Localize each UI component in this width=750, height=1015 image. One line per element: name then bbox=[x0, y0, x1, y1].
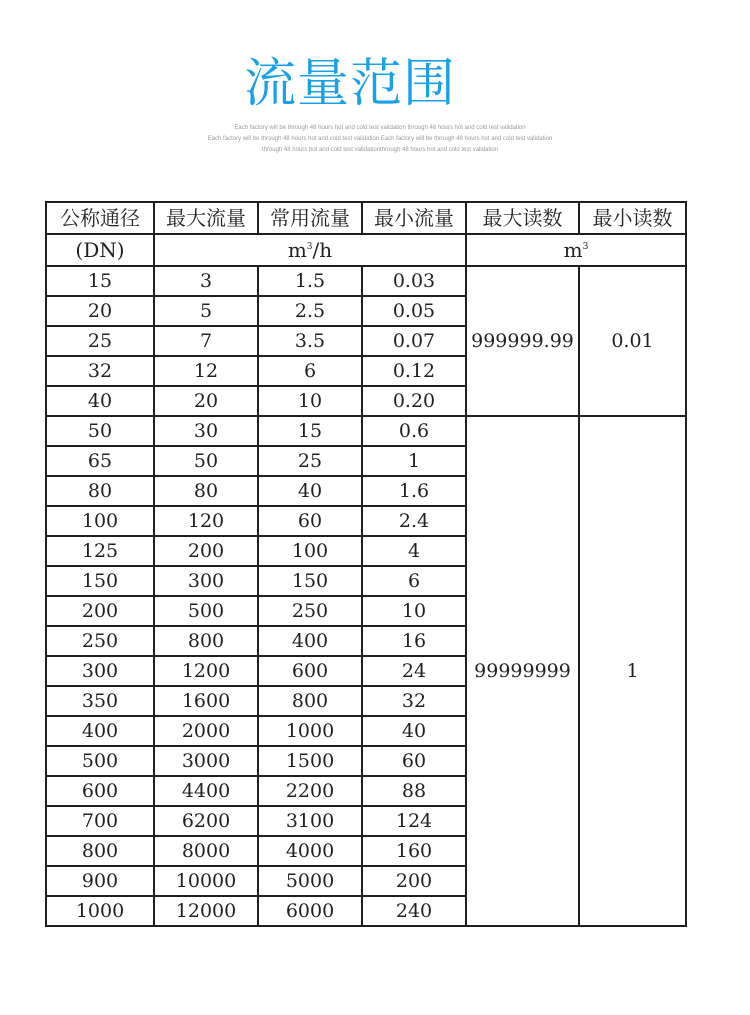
header-min-flow: 最小流量 bbox=[362, 202, 466, 234]
cell-dn: 800 bbox=[46, 836, 154, 866]
cell-dn: 125 bbox=[46, 536, 154, 566]
cell-max-flow: 200 bbox=[154, 536, 258, 566]
cell-min-flow: 0.12 bbox=[362, 356, 466, 386]
header-common-flow: 常用流量 bbox=[258, 202, 362, 234]
cell-common-flow: 400 bbox=[258, 626, 362, 656]
cell-min-flow: 40 bbox=[362, 716, 466, 746]
cell-min-flow: 1.6 bbox=[362, 476, 466, 506]
cell-min-reading: 1 bbox=[579, 416, 686, 926]
cell-dn: 350 bbox=[46, 686, 154, 716]
table-row bbox=[46, 266, 686, 296]
cell-min-flow: 16 bbox=[362, 626, 466, 656]
cell-min-flow: 240 bbox=[362, 896, 466, 926]
table-unit-row bbox=[46, 234, 686, 266]
subtitle-line: Each factory will be through 48 hours hot and cold test validation through 48 hours hot and cold test validation bbox=[234, 125, 526, 131]
flow-range-table bbox=[45, 201, 687, 927]
cell-min-flow: 0.20 bbox=[362, 386, 466, 416]
cell-common-flow: 3100 bbox=[258, 806, 362, 836]
dn-unit: (DN) bbox=[46, 234, 154, 266]
cell-min-flow: 60 bbox=[362, 746, 466, 776]
cell-max-flow: 2000 bbox=[154, 716, 258, 746]
cell-common-flow: 3.5 bbox=[258, 326, 362, 356]
reading-unit-exponent: 3 bbox=[582, 242, 589, 252]
flow-unit bbox=[154, 234, 466, 266]
header-max-reading: 最大读数 bbox=[466, 202, 579, 234]
cell-common-flow: 600 bbox=[258, 656, 362, 686]
cell-dn: 500 bbox=[46, 746, 154, 776]
cell-max-flow: 1200 bbox=[154, 656, 258, 686]
header-max-flow: 最大流量 bbox=[154, 202, 258, 234]
cell-common-flow: 15 bbox=[258, 416, 362, 446]
cell-min-flow: 200 bbox=[362, 866, 466, 896]
cell-min-flow: 32 bbox=[362, 686, 466, 716]
cell-max-flow: 50 bbox=[154, 446, 258, 476]
cell-min-flow: 24 bbox=[362, 656, 466, 686]
cell-common-flow: 250 bbox=[258, 596, 362, 626]
cell-common-flow: 4000 bbox=[258, 836, 362, 866]
cell-dn: 32 bbox=[46, 356, 154, 386]
cell-dn: 700 bbox=[46, 806, 154, 836]
cell-max-reading: 99999999 bbox=[466, 416, 579, 926]
cell-max-flow: 30 bbox=[154, 416, 258, 446]
page-title: 流量范围 bbox=[243, 54, 456, 114]
cell-max-flow: 12000 bbox=[154, 896, 258, 926]
cell-max-flow: 7 bbox=[154, 326, 258, 356]
cell-dn: 900 bbox=[46, 866, 154, 896]
cell-dn: 300 bbox=[46, 656, 154, 686]
cell-max-flow: 300 bbox=[154, 566, 258, 596]
cell-max-flow: 6200 bbox=[154, 806, 258, 836]
subtitle-line: Each factory will be through 48 hours hot and cold test validation Each factory will be through 48 hours hot and cold test validation bbox=[207, 136, 553, 142]
flow-unit-exponent: 3 bbox=[306, 242, 313, 252]
cell-common-flow: 60 bbox=[258, 506, 362, 536]
cell-max-flow: 10000 bbox=[154, 866, 258, 896]
cell-dn: 15 bbox=[46, 266, 154, 296]
header-min-reading: 最小读数 bbox=[579, 202, 686, 234]
cell-common-flow: 2200 bbox=[258, 776, 362, 806]
cell-common-flow: 6 bbox=[258, 356, 362, 386]
cell-common-flow: 6000 bbox=[258, 896, 362, 926]
cell-max-flow: 500 bbox=[154, 596, 258, 626]
cell-common-flow: 1500 bbox=[258, 746, 362, 776]
cell-min-flow: 6 bbox=[362, 566, 466, 596]
cell-max-flow: 4400 bbox=[154, 776, 258, 806]
cell-max-flow: 3000 bbox=[154, 746, 258, 776]
table-row bbox=[46, 416, 686, 446]
cell-dn: 40 bbox=[46, 386, 154, 416]
cell-dn: 65 bbox=[46, 446, 154, 476]
reading-unit-base: m bbox=[563, 238, 583, 262]
flow-unit-suffix: /h bbox=[312, 238, 333, 262]
cell-min-flow: 0.05 bbox=[362, 296, 466, 326]
table-header-row bbox=[46, 202, 686, 234]
cell-dn: 1000 bbox=[46, 896, 154, 926]
cell-dn: 100 bbox=[46, 506, 154, 536]
cell-max-flow: 12 bbox=[154, 356, 258, 386]
cell-min-flow: 4 bbox=[362, 536, 466, 566]
cell-dn: 600 bbox=[46, 776, 154, 806]
cell-min-flow: 0.03 bbox=[362, 266, 466, 296]
reading-unit bbox=[466, 234, 686, 266]
cell-common-flow: 100 bbox=[258, 536, 362, 566]
cell-max-flow: 5 bbox=[154, 296, 258, 326]
cell-common-flow: 2.5 bbox=[258, 296, 362, 326]
cell-common-flow: 10 bbox=[258, 386, 362, 416]
cell-min-flow: 160 bbox=[362, 836, 466, 866]
cell-min-flow: 124 bbox=[362, 806, 466, 836]
cell-min-reading: 0.01 bbox=[579, 266, 686, 416]
cell-min-flow: 0.07 bbox=[362, 326, 466, 356]
cell-dn: 80 bbox=[46, 476, 154, 506]
header-nominal-diameter: 公称通径 bbox=[46, 202, 154, 234]
cell-dn: 50 bbox=[46, 416, 154, 446]
cell-min-flow: 10 bbox=[362, 596, 466, 626]
subtitle-line: through 48 hours hot and cold test validationthrough 48 hours hot and cold test validation bbox=[261, 147, 499, 153]
cell-min-flow: 0.6 bbox=[362, 416, 466, 446]
cell-max-flow: 20 bbox=[154, 386, 258, 416]
cell-max-flow: 8000 bbox=[154, 836, 258, 866]
cell-common-flow: 5000 bbox=[258, 866, 362, 896]
cell-dn: 150 bbox=[46, 566, 154, 596]
cell-max-reading: 999999.99 bbox=[466, 266, 579, 416]
cell-common-flow: 1000 bbox=[258, 716, 362, 746]
cell-common-flow: 800 bbox=[258, 686, 362, 716]
cell-min-flow: 2.4 bbox=[362, 506, 466, 536]
cell-min-flow: 1 bbox=[362, 446, 466, 476]
cell-max-flow: 120 bbox=[154, 506, 258, 536]
cell-common-flow: 1.5 bbox=[258, 266, 362, 296]
cell-max-flow: 80 bbox=[154, 476, 258, 506]
cell-min-flow: 88 bbox=[362, 776, 466, 806]
cell-dn: 400 bbox=[46, 716, 154, 746]
cell-dn: 250 bbox=[46, 626, 154, 656]
cell-dn: 25 bbox=[46, 326, 154, 356]
cell-common-flow: 150 bbox=[258, 566, 362, 596]
cell-common-flow: 40 bbox=[258, 476, 362, 506]
cell-dn: 200 bbox=[46, 596, 154, 626]
cell-max-flow: 800 bbox=[154, 626, 258, 656]
cell-dn: 20 bbox=[46, 296, 154, 326]
flow-unit-base: m bbox=[287, 238, 307, 262]
cell-common-flow: 25 bbox=[258, 446, 362, 476]
cell-max-flow: 1600 bbox=[154, 686, 258, 716]
cell-max-flow: 3 bbox=[154, 266, 258, 296]
